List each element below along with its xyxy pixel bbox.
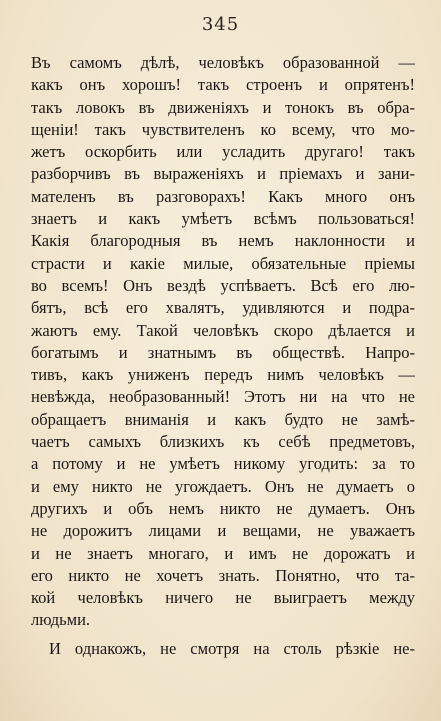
text-line: невѣжда, необразованный! Этотъ ни на что не <box>31 387 415 407</box>
text-line: мателенъ въ разговорахъ! Какъ много онъ <box>31 186 415 206</box>
text-line: а потому и не умѣетъ никому угодить: за то <box>31 454 415 474</box>
text-line: чаетъ самыхъ близкихъ къ себѣ предметовъ, <box>31 432 415 452</box>
text-line: людьми. <box>31 610 91 630</box>
text-line: во всемъ! Онъ вездѣ успѣваетъ. Всѣ его лю- <box>31 275 415 295</box>
text-line: и ему никто не угождаетъ. Онъ не думаетъ о <box>31 476 415 496</box>
text-line: Въ самомъ дѣлѣ, человѣкъ образованной — <box>31 53 415 72</box>
text-line: бятъ, всѣ его хвалятъ, удивляются и подра- <box>31 298 415 318</box>
text-line: другихъ и объ немъ никто не думаетъ. Онъ <box>31 498 415 518</box>
text-line: разборчивъ въ выраженiяхъ и прiемахъ и зани- <box>31 164 415 184</box>
text-line: богатымъ и знатнымъ въ обществѣ. Напро- <box>31 342 415 362</box>
body-text <box>31 52 415 660</box>
text-line: Какiя благородныя въ немъ наклонности и <box>31 231 415 251</box>
text-line: и не знаетъ многаго, и имъ не дорожатъ и <box>31 543 415 563</box>
text-line: тивъ, какъ униженъ передъ нимъ человѣкъ — <box>31 365 415 385</box>
text-line: знаетъ и какъ умѣетъ всѣмъ пользоваться! <box>31 209 415 229</box>
text-line: жетъ оскорбить или усладить другаго! такъ <box>31 142 415 162</box>
text-line: его никто не хочетъ знать. Понятно, что та- <box>31 565 415 585</box>
text-line: жаютъ ему. Такой человѣкъ скоро дѣлается и <box>31 320 415 340</box>
text-line: такъ ловокъ въ движенiяхъ и тонокъ въ обра- <box>31 97 415 117</box>
text-line: И однакожъ, не смотря на столь рѣзкiе не- <box>49 638 415 658</box>
paragraph <box>31 638 415 660</box>
text-line: страсти и какiе милые, обязательные прiемы <box>31 253 415 273</box>
text-line: какъ онъ хорошъ! такъ строенъ и опрятенъ! <box>31 75 415 95</box>
text-line: обращаетъ вниманiя и какъ будто не замѣ- <box>31 409 415 429</box>
paragraph <box>31 52 415 632</box>
text-line: щенiи! такъ чувствителенъ ко всему, что мо- <box>31 119 415 139</box>
page-number: 345 <box>201 14 240 35</box>
text-line: не дорожитъ лицами и вещами, не уважаетъ <box>31 521 415 541</box>
text-line: кой человѣкъ ничего не выиграетъ между <box>31 588 415 608</box>
